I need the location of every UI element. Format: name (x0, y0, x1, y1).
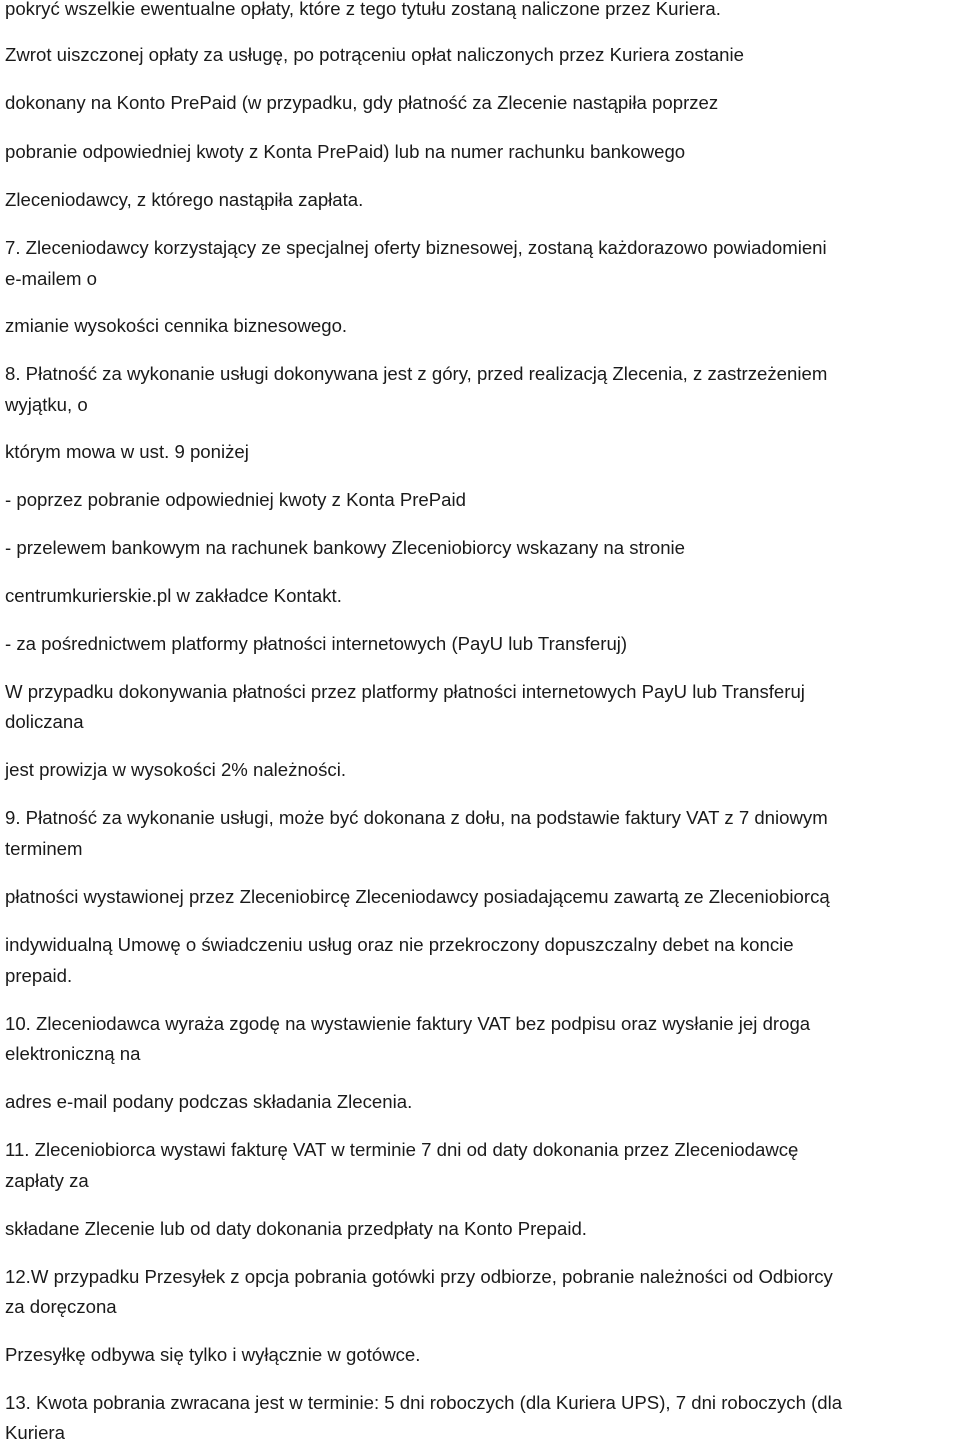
paragraph-12-line: 12.W przypadku Przesyłek z opcja pobrania gotówki przy odbiorze, pobranie należności od Odbiorcy (5, 1266, 833, 1287)
text-line: e-mailem o (5, 268, 97, 289)
text-line: zapłaty za (5, 1170, 89, 1191)
text-line: którym mowa w ust. 9 poniżej (5, 441, 249, 462)
text-line: doliczana (5, 711, 84, 732)
text-line: adres e-mail podany podczas składania Zlecenia. (5, 1091, 413, 1112)
text-line: wyjątku, o (5, 394, 88, 415)
text-line: dokonany na Konto PrePaid (w przypadku, gdy płatność za Zlecenie nastąpiła poprzez (5, 92, 719, 113)
text-line: W przypadku dokonywania płatności przez platformy płatności internetowych PayU lub Transferuj (5, 681, 805, 702)
text-line: Przesyłkę odbywa się tylko i wyłącznie w gotówce. (5, 1344, 421, 1365)
list-item-line: - poprzez pobranie odpowiedniej kwoty z Konta PrePaid (5, 489, 466, 510)
text-line: elektroniczną na (5, 1043, 141, 1064)
paragraph-7-line: 7. Zleceniodawcy korzystający ze specjalnej oferty biznesowej, zostaną każdorazowo powiadomieni (5, 237, 827, 258)
text-line: jest prowizja w wysokości 2% należności. (5, 759, 347, 780)
text-line: pobranie odpowiedniej kwoty z Konta PrePaid) lub na numer rachunku bankowego (5, 141, 686, 162)
text-line: Zwrot uiszczonej opłaty za usługę, po potrąceniu opłat naliczonych przez Kuriera zostanie (5, 44, 744, 65)
paragraph-9-line: 9. Płatność za wykonanie usługi, może być dokonana z dołu, na podstawie faktury VAT z 7 dniowym (5, 807, 828, 828)
text-line: za doręczona (5, 1296, 117, 1317)
text-line: płatności wystawionej przez Zleceniobircę Zleceniodawcy posiadającemu zawartą ze Zleceniobiorcą (5, 886, 830, 907)
text-line: Zleceniodawcy, z którego nastąpiła zapłata. (5, 189, 364, 210)
paragraph-8-line: 8. Płatność za wykonanie usługi dokonywana jest z góry, przed realizacją Zlecenia, z zastrzeżeniem (5, 363, 828, 384)
text-line: zmianie wysokości cennika biznesowego. (5, 315, 348, 336)
text-line: pokryć wszelkie ewentualne opłaty, które z tego tytułu zostaną naliczone przez Kuriera. (5, 0, 721, 19)
paragraph-10-line: 10. Zleceniodawca wyraża zgodę na wystawienie faktury VAT bez podpisu oraz wysłanie jej droga (5, 1013, 811, 1034)
text-line: centrumkurierskie.pl w zakładce Kontakt. (5, 585, 342, 606)
text-line: terminem (5, 838, 83, 859)
paragraph-13-line: 13. Kwota pobrania zwracana jest w terminie: 5 dni roboczych (dla Kuriera UPS), 7 dni roboczych (dla (5, 1392, 843, 1413)
text-line: prepaid. (5, 965, 73, 986)
list-item-line: - za pośrednictwem platformy płatności internetowych (PayU lub Transferuj) (5, 633, 628, 654)
paragraph-11-line: 11. Zleceniobiorca wystawi fakturę VAT w terminie 7 dni od daty dokonania przez Zleceniodawcę (5, 1139, 799, 1160)
text-line: Kuriera (5, 1422, 65, 1443)
list-item-line: - przelewem bankowym na rachunek bankowy Zleceniobiorcy wskazany na stronie (5, 537, 686, 558)
text-line: składane Zlecenie lub od daty dokonania przedpłaty na Konto Prepaid. (5, 1218, 587, 1239)
text-line: indywidualną Umowę o świadczeniu usług oraz nie przekroczony dopuszczalny debet na koncie (5, 934, 794, 955)
